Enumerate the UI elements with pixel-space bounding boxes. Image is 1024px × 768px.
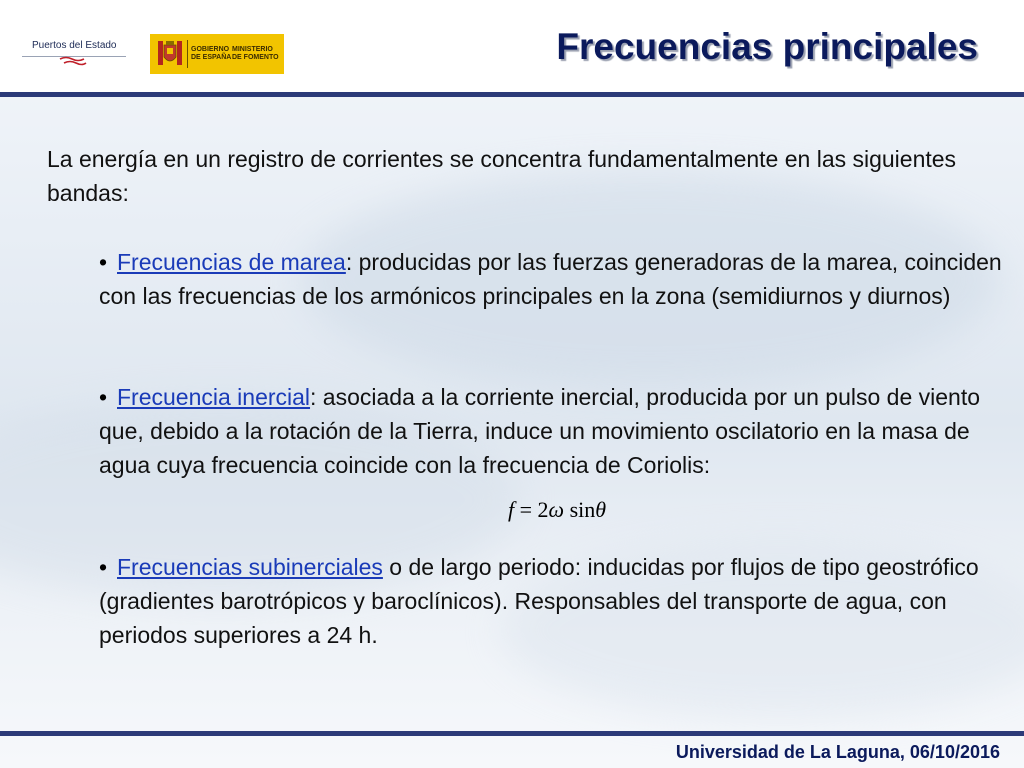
link-frecuencias-subinerciales[interactable]: Frecuencias subinerciales xyxy=(117,554,383,580)
formula-sin: sin xyxy=(564,497,596,522)
footer-text: Universidad de La Laguna, 06/10/2016 xyxy=(675,742,1000,762)
formula-omega: ω xyxy=(548,497,565,522)
bullet-text: : asociada a la corriente inercial, producida por un pulso de viento que, debido a la rotación de la Tierra, induce un movimiento oscilatorio en la masa de agua cuya frecuencia coincide con la frecuencia de Coriolis: xyxy=(99,384,980,478)
intro-text: La energía en un registro de corrientes se concentra fundamentalmente en las siguientes bandas: xyxy=(47,146,957,206)
bullet-item xyxy=(99,550,1004,652)
bullet-item xyxy=(99,245,1004,313)
gobierno-text: GOBIERNO DE ESPAÑA xyxy=(191,46,232,61)
ministerio-text: MINISTERIO DE FOMENTO xyxy=(232,46,279,61)
link-frecuencias-marea[interactable]: Frecuencias de marea xyxy=(117,249,346,275)
slide-title: Frecuencias principales xyxy=(556,26,978,67)
formula-f: f xyxy=(508,497,515,522)
bullet-dot-icon: • xyxy=(99,249,108,275)
formula-eq: = 2 xyxy=(514,497,549,522)
footer-rule xyxy=(0,731,1024,736)
bullet-text: o de largo periodo: inducidas por flujos de tipo geostrófico (gradientes barotrópicos y baroclínicos). Responsables del transporte de agua, con periodos superiores a 24 h. xyxy=(99,554,979,648)
bullet-item xyxy=(99,380,1004,482)
bullet-text: : producidas por las fuerzas generadoras de la marea, coinciden con las frecuencias de los armónicos principales en la zona (semidiurnos y diurnos) xyxy=(99,249,1002,309)
bullet-dot-icon: • xyxy=(99,554,108,580)
formula-theta: θ xyxy=(595,497,607,522)
logo-puertos-text: Puertos del Estado xyxy=(32,40,117,51)
bullet-dot-icon: • xyxy=(99,384,108,410)
link-frecuencia-inercial[interactable]: Frecuencia inercial xyxy=(117,384,311,410)
coriolis-formula xyxy=(508,497,606,523)
